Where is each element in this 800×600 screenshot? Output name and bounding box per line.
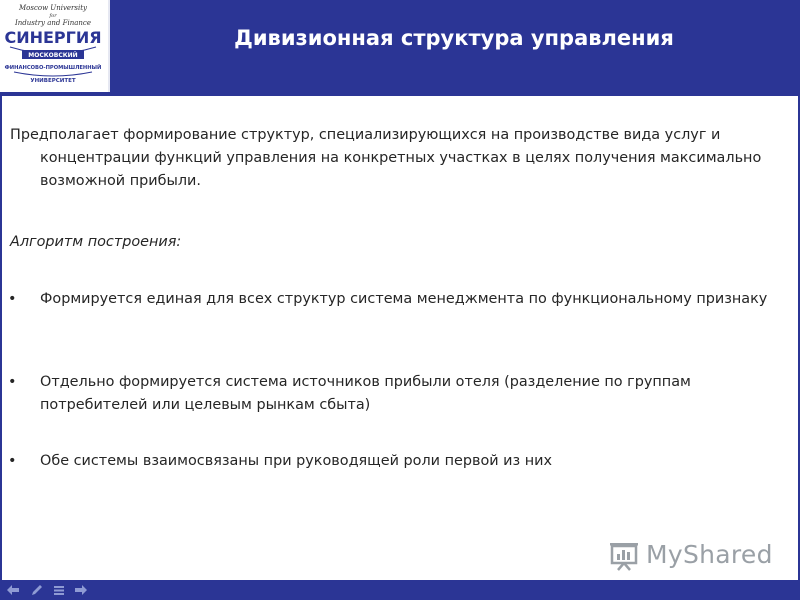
slide-header bbox=[0, 0, 800, 96]
slide-title: Дивизионная структура управления bbox=[234, 26, 674, 50]
logo-sub-1: МОСКОВСКИЙ bbox=[28, 52, 78, 59]
bullet-text: Обе системы взаимосвязаны при руководящей роли первой из них bbox=[40, 453, 553, 469]
bullet-text: Формируется единая для всех структур система менеджмента по функциональному признаку bbox=[40, 291, 768, 307]
forward-arrow-icon[interactable] bbox=[74, 583, 88, 597]
bullet-text: Отдельно формируется система источников прибыли отеля (разделение по группам потребителей или целевым рынкам сбыта) bbox=[40, 374, 691, 413]
logo-line-3: Industry and Finance bbox=[15, 19, 91, 27]
logo-brand: СИНЕРГИЯ bbox=[4, 28, 102, 47]
logo-sub-2: ФИНАНСОВО-ПРОМЫШЛЕННЫЙ bbox=[4, 65, 102, 71]
logo-graphic bbox=[0, 0, 106, 92]
synergy-university-logo bbox=[0, 0, 110, 92]
bullet-marker: • bbox=[8, 374, 17, 390]
pen-icon[interactable] bbox=[30, 583, 44, 597]
myshared-watermark bbox=[606, 538, 773, 572]
watermark-text: MyShared bbox=[646, 540, 773, 569]
logo-line-2: for bbox=[49, 13, 57, 19]
logo-sub-3: УНИВЕРСИТЕТ bbox=[30, 78, 76, 84]
presentation-board-icon bbox=[608, 538, 642, 572]
logo-line-1: Moscow University bbox=[18, 4, 88, 12]
slide-footer bbox=[0, 580, 800, 600]
back-arrow-icon[interactable] bbox=[6, 583, 20, 597]
menu-icon[interactable] bbox=[52, 583, 66, 597]
slide-content bbox=[0, 96, 800, 580]
bullet-marker: • bbox=[8, 453, 17, 469]
algorithm-label: Алгоритм построения: bbox=[10, 234, 182, 250]
intro-paragraph: Предполагает формирование структур, специализирующихся на производстве вида услуг и концентрации функций управления на конкретных участках в целях получения максимально возможной прибыли. bbox=[10, 127, 762, 189]
bullet-marker: • bbox=[8, 291, 17, 307]
